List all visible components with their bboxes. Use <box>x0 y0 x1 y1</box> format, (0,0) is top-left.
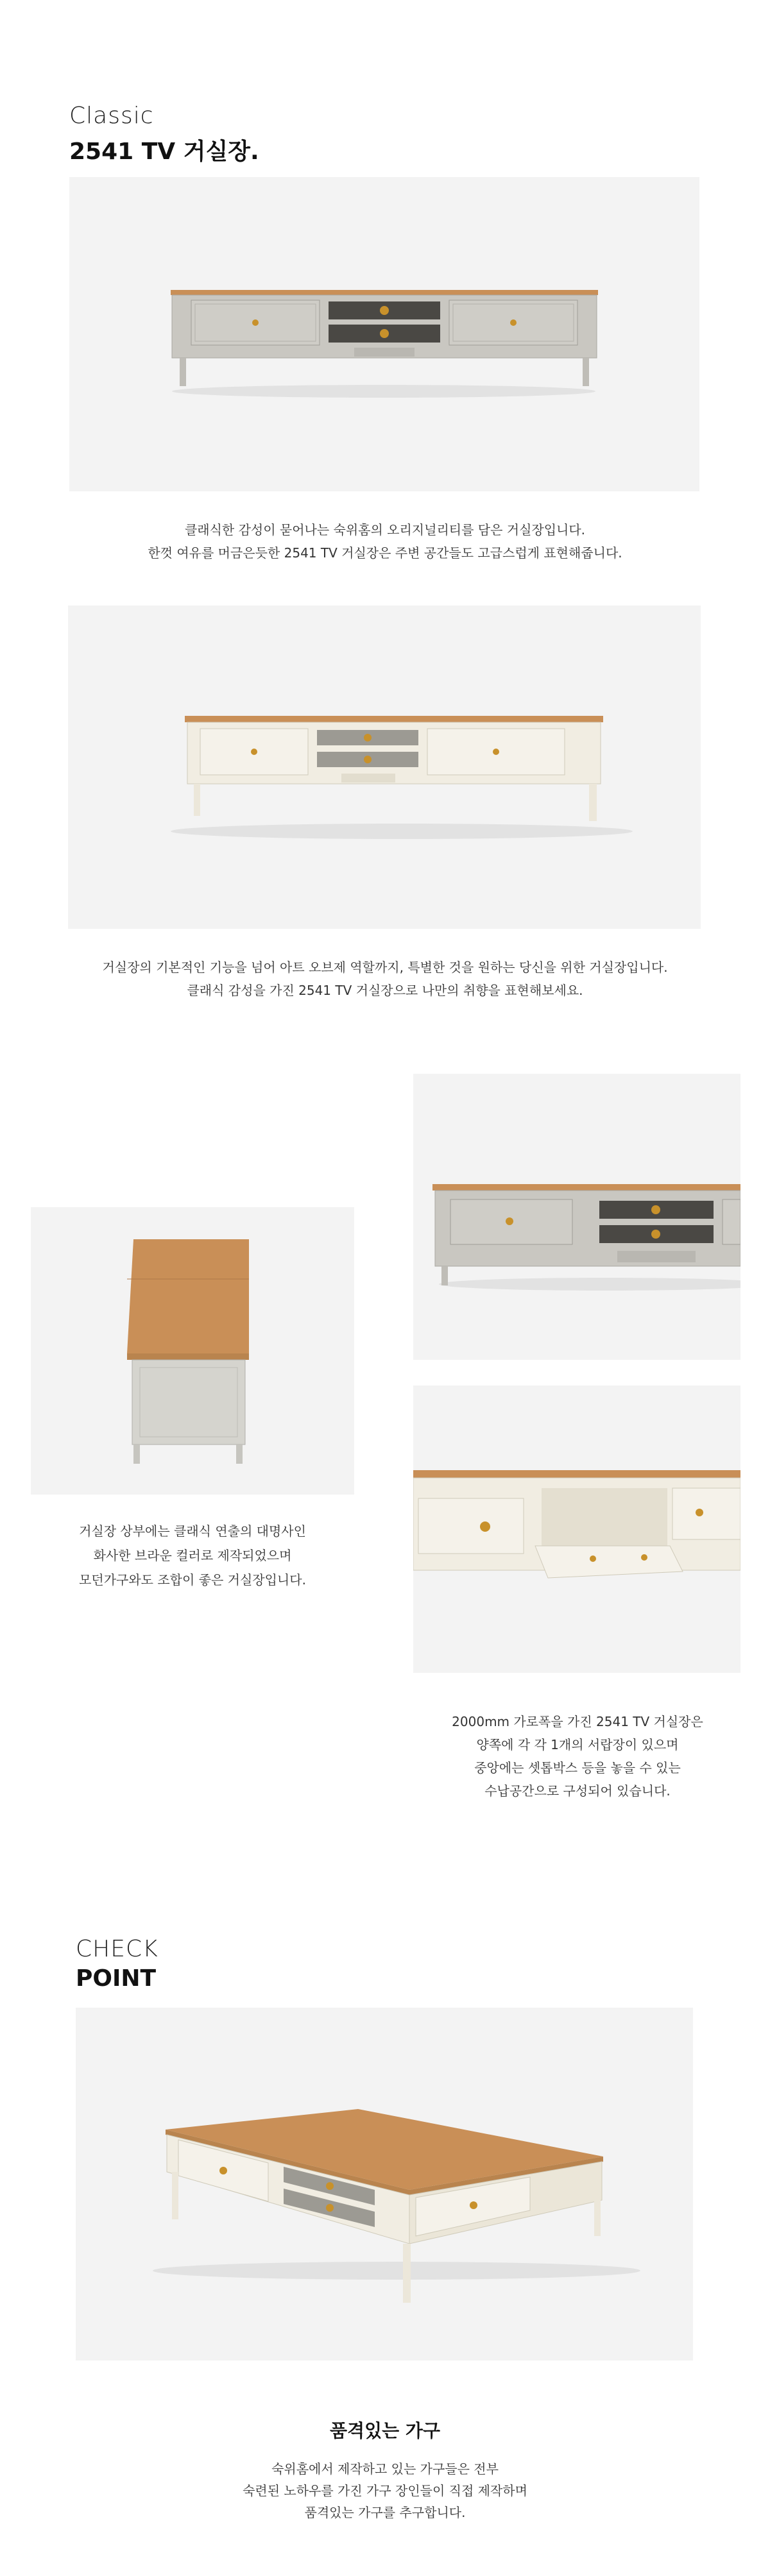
caption-function <box>64 956 706 1002</box>
caption-storage-line: 양쪽에 각 각 1개의 서랍장이 있으며 <box>476 1737 679 1752</box>
footer-line: 숙위홈에서 제작하고 있는 가구들은 전부 <box>271 2461 499 2477</box>
product-photo-checkpoint <box>76 2008 693 2360</box>
caption-storage-line: 2000mm 가로폭을 가진 2541 TV 거실장은 <box>452 1714 703 1729</box>
product-photo-front-grey <box>69 177 699 491</box>
product-title: 2541 TV 거실장. <box>69 139 259 165</box>
caption-top-line: 거실장 상부에는 클래식 연출의 대명사인 <box>79 1523 306 1539</box>
caption-intro <box>64 518 706 564</box>
product-photo-open-storage <box>413 1385 740 1673</box>
caption-top-line: 모던가구와도 조합이 좋은 거실장입니다. <box>79 1572 306 1588</box>
caption-function-line: 거실장의 기본적인 기능을 넘어 아트 오브제 역할까지, 특별한 것을 원하는 당신을 위한 거실장입니다. <box>102 960 668 975</box>
check-point-eyebrow: CHECK <box>76 1936 158 1962</box>
caption-top <box>26 1519 359 1592</box>
product-photo-closeup <box>413 1074 740 1360</box>
product-photo-angle-ivory <box>68 606 701 929</box>
caption-intro-line: 클래식한 감성이 묻어나는 숙위홈의 오리지널리티를 담은 거실장입니다. <box>184 522 586 538</box>
caption-storage <box>411 1710 744 1802</box>
caption-function-line: 클래식 감성을 가진 2541 TV 거실장으로 나만의 취향을 표현해보세요. <box>187 983 583 998</box>
caption-storage-line: 수납공간으로 구성되어 있습니다. <box>484 1783 671 1799</box>
section-eyebrow-classic: Classic <box>69 103 154 129</box>
caption-intro-line: 한껏 여유를 머금은듯한 2541 TV 거실장은 주변 공간들도 고급스럽게 표현해줍니다. <box>148 545 622 561</box>
check-point-title: POINT <box>76 1965 157 1992</box>
product-photo-top-view <box>31 1207 354 1495</box>
caption-storage-line: 중앙에는 셋톱박스 등을 놓을 수 있는 <box>474 1760 681 1775</box>
footer-heading: 품격있는 가구 <box>329 2420 441 2441</box>
footer-line: 품격있는 가구를 추구합니다. <box>304 2505 466 2520</box>
footer-line: 숙련된 노하우를 가진 가구 장인들이 직접 제작하며 <box>243 2483 527 2498</box>
footer-description <box>64 2458 706 2523</box>
caption-top-line: 화사한 브라운 컬러로 제작되었으며 <box>93 1548 292 1563</box>
